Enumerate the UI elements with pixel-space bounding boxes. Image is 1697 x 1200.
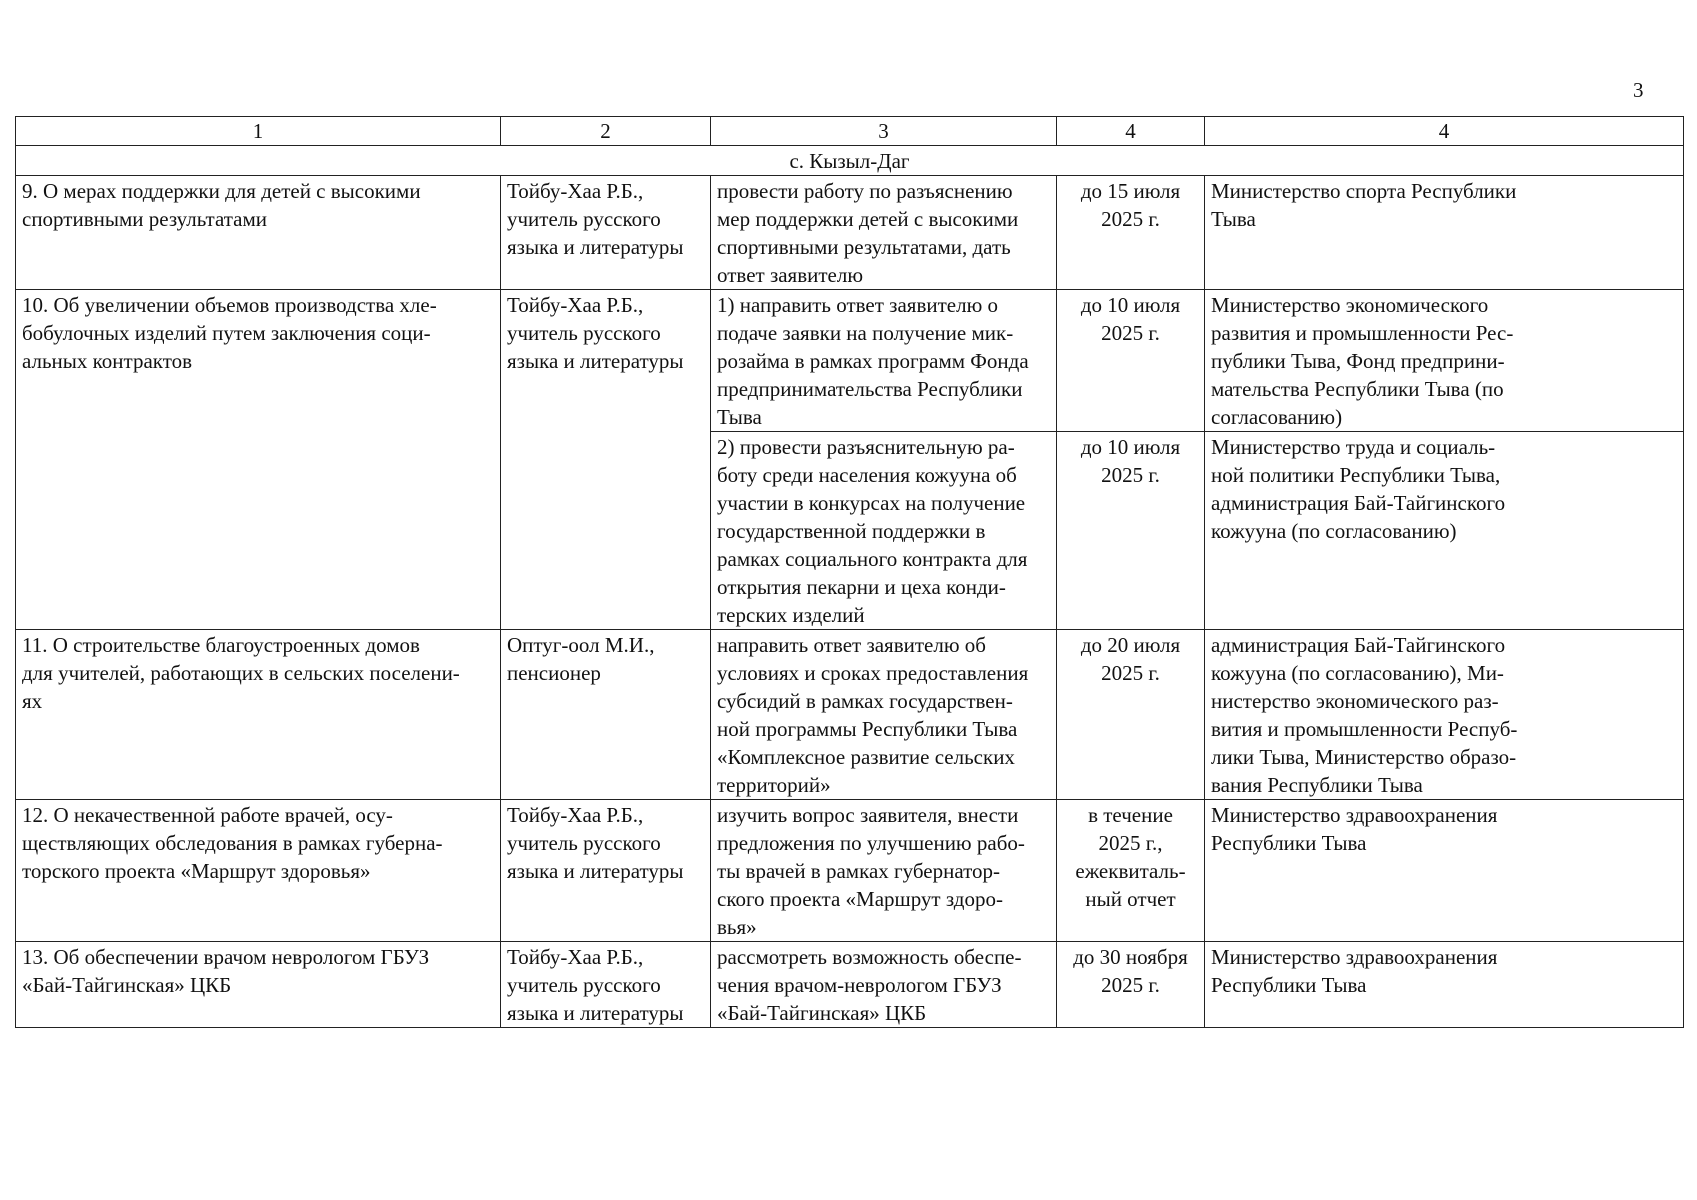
issue-cell-line: ществляющих обследования в рамках губерна- <box>22 831 443 855</box>
action-cell-line: ной программы Республики Тыва <box>717 717 1018 741</box>
deadline-cell-line: до 10 июля <box>1080 293 1181 317</box>
responsible-cell-line: нистерство экономического раз- <box>1211 689 1499 713</box>
deadline-cell-line: в течение <box>1088 803 1173 827</box>
action-cell-line: спортивными результатами, дать <box>717 235 1011 259</box>
applicant-cell-line: учитель русского <box>507 831 661 855</box>
applicant-cell-line: Тойбу-Хаа Р.Б., <box>507 803 644 827</box>
responsible-cell <box>1205 432 1684 630</box>
column-number-4: 4 <box>1057 117 1205 146</box>
deadline-cell-line: 2025 г. <box>1101 661 1160 685</box>
deadline-cell-line: до 30 ноября <box>1073 945 1188 969</box>
deadline-cell <box>1057 942 1205 1028</box>
action-cell-line: изучить вопрос заявителя, внести <box>717 803 1019 827</box>
responsible-cell-line: Министерство спорта Республики <box>1211 179 1517 203</box>
responsible-cell-line: лики Тыва, Министерство образо- <box>1211 745 1517 769</box>
action-cell-line: боту среди населения кожууна об <box>717 463 1017 487</box>
table-row <box>16 176 1684 290</box>
action-cell-line: субсидий в рамках государствен- <box>717 689 1013 713</box>
applicant-cell <box>501 176 711 290</box>
action-cell-line: 2) провести разъяснительную ра- <box>717 435 1015 459</box>
action-cell-line: предложения по улучшению рабо- <box>717 831 1025 855</box>
issue-cell <box>16 942 501 1028</box>
action-cell <box>711 942 1057 1028</box>
responsible-cell-line: Республики Тыва <box>1211 973 1367 997</box>
responsible-cell-line: кожууна (по согласованию) <box>1211 519 1457 543</box>
column-number-1: 1 <box>16 117 501 146</box>
applicant-cell-line: пенсионер <box>507 661 601 685</box>
action-cell <box>711 800 1057 942</box>
issue-cell-line: 13. Об обеспечении врачом неврологом ГБУЗ <box>22 945 430 969</box>
action-cell-line: открытия пекарни и цеха конди- <box>717 575 1006 599</box>
responsible-cell-line: согласованию) <box>1211 405 1343 429</box>
table-row <box>16 942 1684 1028</box>
responsible-cell <box>1205 176 1684 290</box>
action-cell-line: участии в конкурсах на получение <box>717 491 1026 515</box>
applicant-cell-line: языка и литературы <box>507 1001 684 1025</box>
page-number: 3 <box>1633 78 1644 102</box>
issue-cell-line: спортивными результатами <box>22 207 267 231</box>
issue-cell <box>16 290 501 630</box>
deadline-cell <box>1057 800 1205 942</box>
action-cell-line: чения врачом-неврологом ГБУЗ <box>717 973 1002 997</box>
issue-cell-line: 11. О строительстве благоустроенных домов <box>22 633 420 657</box>
action-cell-line: ского проекта «Маршрут здоро- <box>717 887 1003 911</box>
action-cell-line: Тыва <box>717 405 762 429</box>
deadline-cell-line: 2025 г. <box>1101 973 1160 997</box>
applicant-cell <box>501 800 711 942</box>
table-row <box>16 630 1684 800</box>
deadline-cell-line: 2025 г. <box>1101 207 1160 231</box>
column-number-3: 3 <box>711 117 1057 146</box>
applicant-cell-line: учитель русского <box>507 321 661 345</box>
responsible-cell-line: публики Тыва, Фонд предприни- <box>1211 349 1505 373</box>
issue-cell-line: ях <box>22 689 43 713</box>
responsible-cell-line: ной политики Республики Тыва, <box>1211 463 1501 487</box>
applicant-cell <box>501 290 711 630</box>
responsible-cell-line: вания Республики Тыва <box>1211 773 1423 797</box>
action-cell-line: рассмотреть возможность обеспе- <box>717 945 1022 969</box>
responsible-cell-line: Министерство экономического <box>1211 293 1489 317</box>
action-cell-line: 1) направить ответ заявителю о <box>717 293 999 317</box>
section-title: с. Кызыл-Даг <box>16 146 1684 176</box>
applicant-cell-line: языка и литературы <box>507 349 684 373</box>
responsible-cell <box>1205 290 1684 432</box>
action-cell <box>711 290 1057 432</box>
responsible-cell-line: Министерство труда и социаль- <box>1211 435 1496 459</box>
deadline-cell-line: до 15 июля <box>1080 179 1181 203</box>
action-cell-line: территорий» <box>717 773 831 797</box>
issue-cell-line: торского проекта «Маршрут здоровья» <box>22 859 371 883</box>
deadline-cell-line: 2025 г. <box>1101 463 1160 487</box>
issue-cell-line: 12. О некачественной работе врачей, осу- <box>22 803 393 827</box>
responsible-cell-line: Тыва <box>1211 207 1256 231</box>
action-cell-line: розайма в рамках программ Фонда <box>717 349 1029 373</box>
action-cell-line: мер поддержки детей с высокими <box>717 207 1019 231</box>
deadline-cell-line: 2025 г. <box>1101 321 1160 345</box>
applicant-cell-line: Тойбу-Хаа Р.Б., <box>507 293 644 317</box>
deadline-cell <box>1057 290 1205 432</box>
responsible-cell-line: кожууна (по согласованию), Ми- <box>1211 661 1504 685</box>
table-body <box>16 117 1684 1028</box>
issue-cell <box>16 176 501 290</box>
responsible-cell <box>1205 800 1684 942</box>
deadline-cell-line: 2025 г., <box>1098 831 1163 855</box>
column-number-5: 4 <box>1205 117 1684 146</box>
action-cell <box>711 176 1057 290</box>
action-cell-line: «Бай-Тайгинская» ЦКБ <box>717 1001 927 1025</box>
action-cell-line: рамках социального контракта для <box>717 547 1028 571</box>
issue-cell-line: 10. Об увеличении объемов производства хле- <box>22 293 437 317</box>
column-number-2: 2 <box>501 117 711 146</box>
action-cell-line: ты врачей в рамках губернатор- <box>717 859 1001 883</box>
responsible-cell <box>1205 630 1684 800</box>
deadline-cell-line: ежеквиталь- <box>1075 859 1186 883</box>
action-cell-line: условиях и сроках предоставления <box>717 661 1029 685</box>
table-row <box>16 800 1684 942</box>
responsible-cell-line: мательства Республики Тыва (по <box>1211 377 1504 401</box>
responsible-cell-line: администрация Бай-Тайгинского <box>1211 491 1506 515</box>
action-cell-line: предпринимательства Республики <box>717 377 1023 401</box>
responsible-cell-line: Министерство здравоохранения <box>1211 945 1498 969</box>
applicant-cell-line: языка и литературы <box>507 235 684 259</box>
applicant-cell <box>501 942 711 1028</box>
applicant-cell-line: Тойбу-Хаа Р.Б., <box>507 945 644 969</box>
responsible-cell-line: Республики Тыва <box>1211 831 1367 855</box>
responsible-cell-line: Министерство здравоохранения <box>1211 803 1498 827</box>
action-cell-line: ответ заявителю <box>717 263 864 287</box>
applicant-cell-line: учитель русского <box>507 207 661 231</box>
responsible-cell-line: вития и промышленности Респуб- <box>1211 717 1518 741</box>
deadline-cell-line: до 20 июля <box>1080 633 1181 657</box>
table-row <box>16 290 1684 432</box>
applicant-cell-line: учитель русского <box>507 973 661 997</box>
action-cell <box>711 630 1057 800</box>
section-row <box>16 146 1684 176</box>
issue-cell <box>16 630 501 800</box>
responsible-cell <box>1205 942 1684 1028</box>
issue-cell-line: «Бай-Тайгинская» ЦКБ <box>22 973 232 997</box>
action-cell-line: направить ответ заявителю об <box>717 633 986 657</box>
action-cell-line: государственной поддержки в <box>717 519 986 543</box>
issue-cell-line: бобулочных изделий путем заключения соци- <box>22 321 431 345</box>
issue-cell-line: альных контрактов <box>22 349 193 373</box>
applicant-cell <box>501 630 711 800</box>
action-cell-line: провести работу по разъяснению <box>717 179 1013 203</box>
applicant-cell-line: Тойбу-Хаа Р.Б., <box>507 179 644 203</box>
action-cell-line: «Комплексное развитие сельских <box>717 745 1015 769</box>
issue-cell <box>16 800 501 942</box>
decisions-table <box>15 116 1684 1028</box>
action-cell-line: подаче заявки на получение мик- <box>717 321 1014 345</box>
deadline-cell-line: до 10 июля <box>1080 435 1181 459</box>
applicant-cell-line: языка и литературы <box>507 859 684 883</box>
responsible-cell-line: администрация Бай-Тайгинского <box>1211 633 1506 657</box>
issue-cell-line: для учителей, работающих в сельских поселени- <box>22 661 460 685</box>
issue-cell-line: 9. О мерах поддержки для детей с высокими <box>22 179 421 203</box>
deadline-cell <box>1057 176 1205 290</box>
action-cell-line: терских изделий <box>717 603 865 627</box>
column-number-row <box>16 117 1684 146</box>
deadline-cell <box>1057 630 1205 800</box>
action-cell <box>711 432 1057 630</box>
deadline-cell-line: ный отчет <box>1085 887 1176 911</box>
deadline-cell <box>1057 432 1205 630</box>
applicant-cell-line: Оптуг-оол М.И., <box>507 633 655 657</box>
action-cell-line: вья» <box>717 915 757 939</box>
responsible-cell-line: развития и промышленности Рес- <box>1211 321 1514 345</box>
